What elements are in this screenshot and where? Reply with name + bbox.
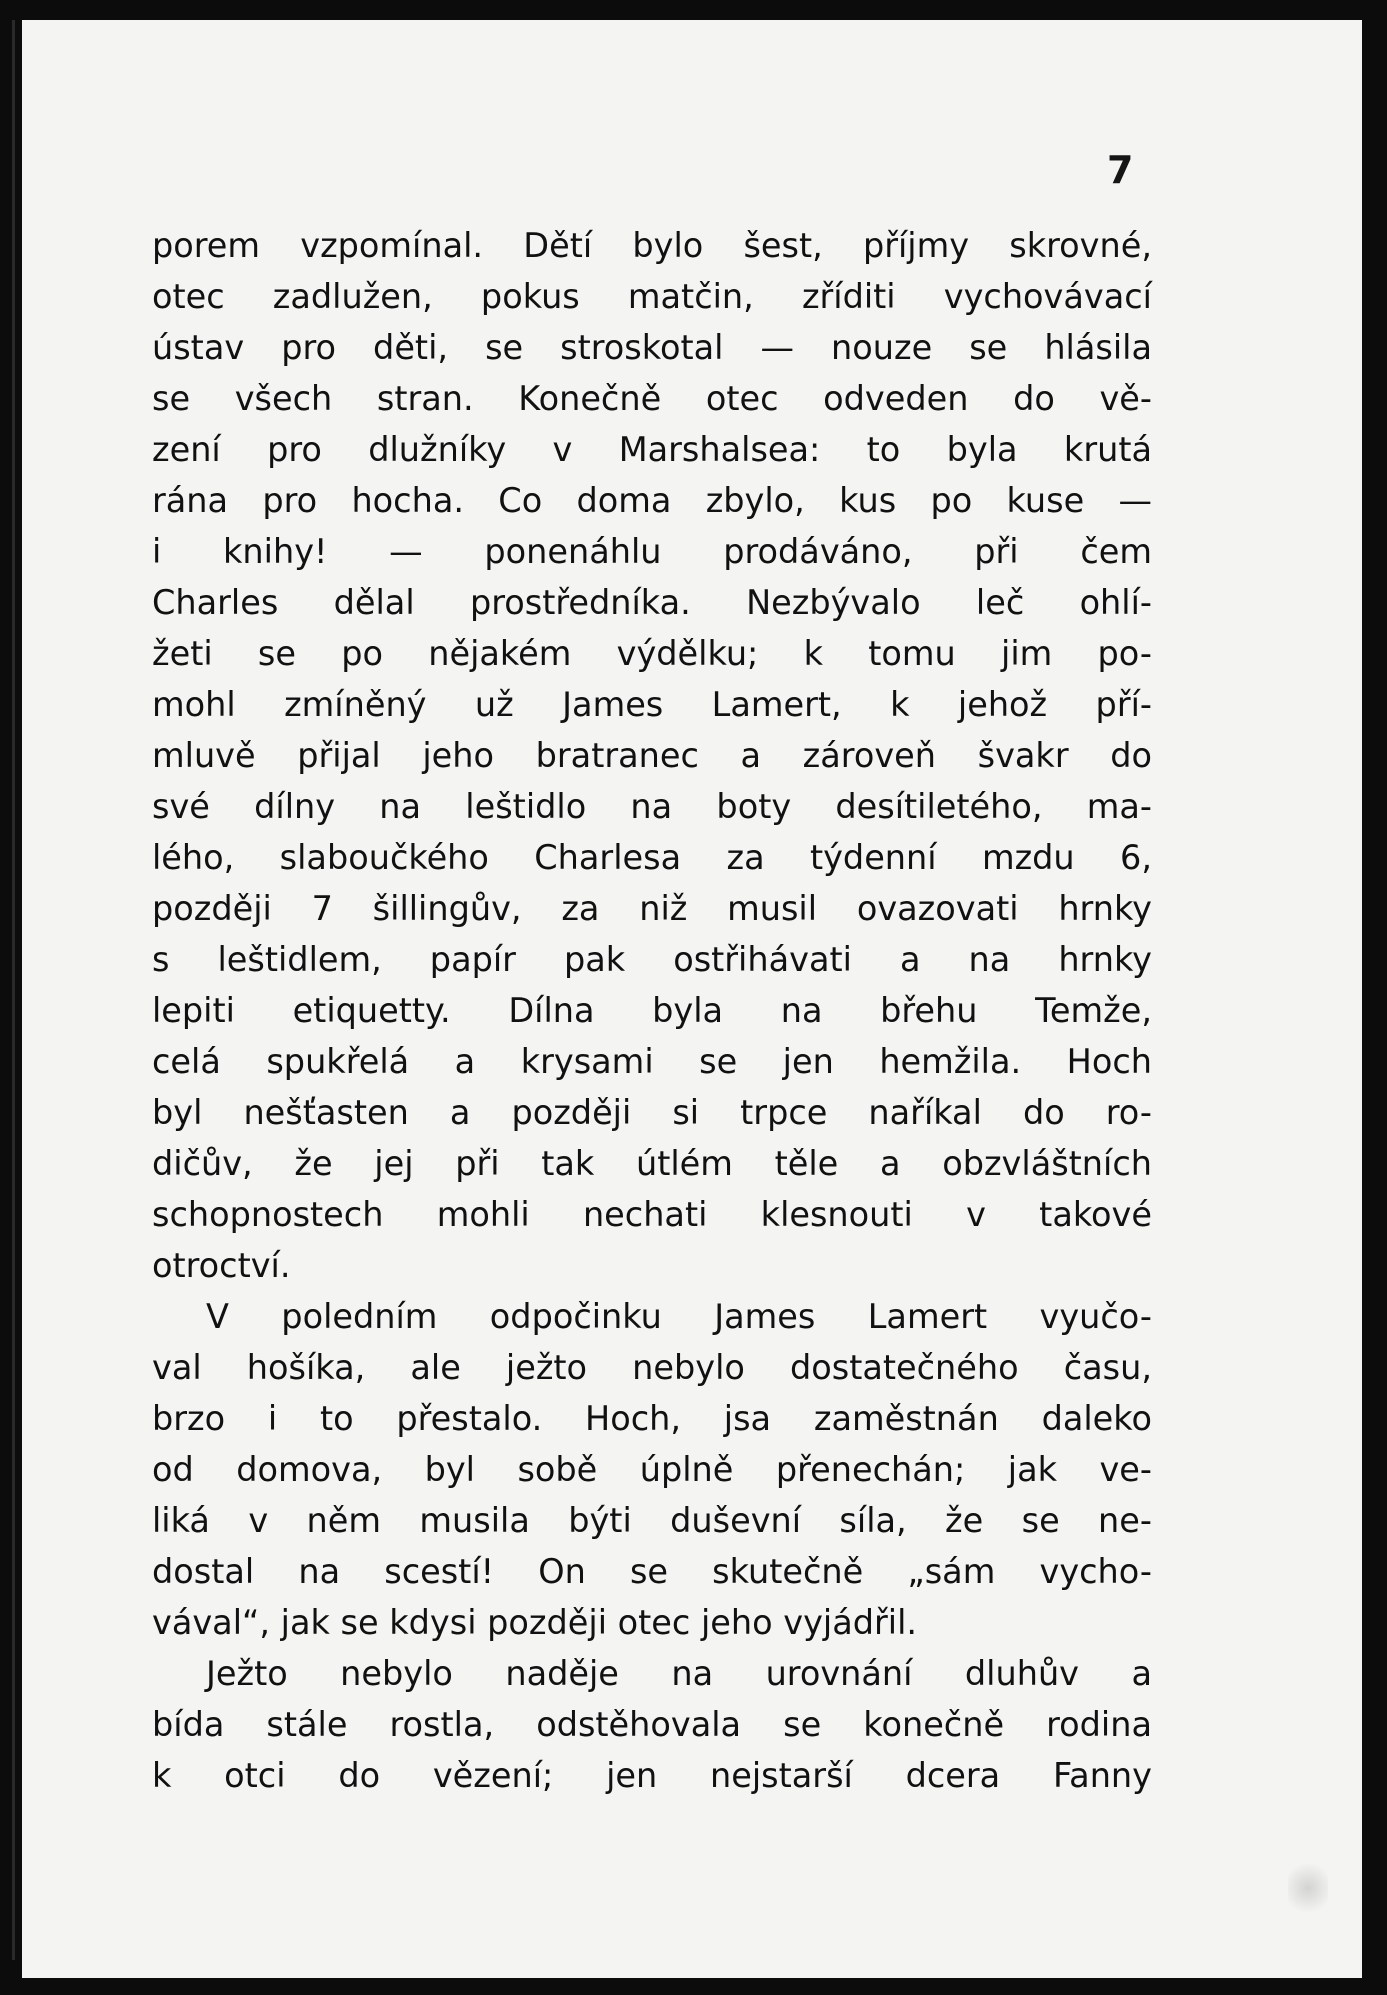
text-line: mluvě přijal jeho bratranec a zároveň švakr do xyxy=(152,736,1152,775)
text-line: lého, slaboučkého Charlesa za týdenní mzdu 6, xyxy=(152,838,1152,877)
text-line: s leštidlem, papír pak ostřihávati a na hrnky xyxy=(152,940,1152,979)
text-line: se všech stran. Konečně otec odveden do vě- xyxy=(152,379,1152,418)
text-line: celá spukřelá a krysami se jen hemžila. Hoch xyxy=(152,1042,1152,1081)
text-line: liká v něm musila býti duševní síla, že se ne- xyxy=(152,1501,1152,1540)
text-line: V poledním odpočinku James Lamert vyučo- xyxy=(206,1297,1152,1336)
text-line: brzo i to přestalo. Hoch, jsa zaměstnán daleko xyxy=(152,1399,1152,1438)
body-text xyxy=(152,220,1152,1801)
text-line: od domova, byl sobě úplně přenechán; jak ve- xyxy=(152,1450,1152,1489)
text-line: k otci do vězení; jen nejstarší dcera Fanny xyxy=(152,1756,1152,1795)
text-line: dostal na scestí! On se skutečně „sám vycho- xyxy=(152,1552,1152,1591)
text-line: otroctví. xyxy=(152,1246,291,1285)
text-line: bída stále rostla, odstěhovala se konečně rodina xyxy=(152,1705,1152,1744)
text-line: Ježto nebylo naděje na urovnání dluhův a xyxy=(206,1654,1152,1693)
text-line: dičův, že jej při tak útlém těle a obzvláštních xyxy=(152,1144,1152,1183)
text-line: porem vzpomínal. Dětí bylo šest, příjmy skrovné, xyxy=(152,226,1152,265)
page-smudge xyxy=(1288,1858,1328,1918)
text-line: vával“, jak se kdysi později otec jeho vyjádřil. xyxy=(152,1603,918,1642)
text-line: otec zadlužen, pokus matčin, zříditi vychovávací xyxy=(152,277,1152,316)
text-line: rána pro hocha. Co doma zbylo, kus po kuse — xyxy=(152,481,1152,520)
text-line: žeti se po nějakém výdělku; k tomu jim po- xyxy=(152,634,1152,673)
page-number: 7 xyxy=(1107,148,1134,192)
text-line: val hošíka, ale ježto nebylo dostatečného času, xyxy=(152,1348,1152,1387)
text-line: mohl zmíněný už James Lamert, k jehož pří- xyxy=(152,685,1152,724)
text-line: zení pro dlužníky v Marshalsea: to byla krutá xyxy=(152,430,1152,469)
text-line: později 7 šillingův, za niž musil ovazovati hrnky xyxy=(152,889,1152,928)
binding-edge xyxy=(12,20,15,1960)
text-line: Charles dělal prostředníka. Nezbývalo leč ohlí- xyxy=(152,583,1152,622)
text-line: byl nešťasten a později si trpce naříkal do ro- xyxy=(152,1093,1152,1132)
text-line: lepiti etiquetty. Dílna byla na břehu Temže, xyxy=(152,991,1152,1030)
text-line: i knihy! — ponenáhlu prodáváno, při čem xyxy=(152,532,1152,571)
book-page xyxy=(22,20,1362,1978)
text-line: schopnostech mohli nechati klesnouti v takové xyxy=(152,1195,1152,1234)
text-line: ústav pro děti, se stroskotal — nouze se hlásila xyxy=(152,328,1152,367)
text-line: své dílny na leštidlo na boty desítiletého, ma- xyxy=(152,787,1152,826)
